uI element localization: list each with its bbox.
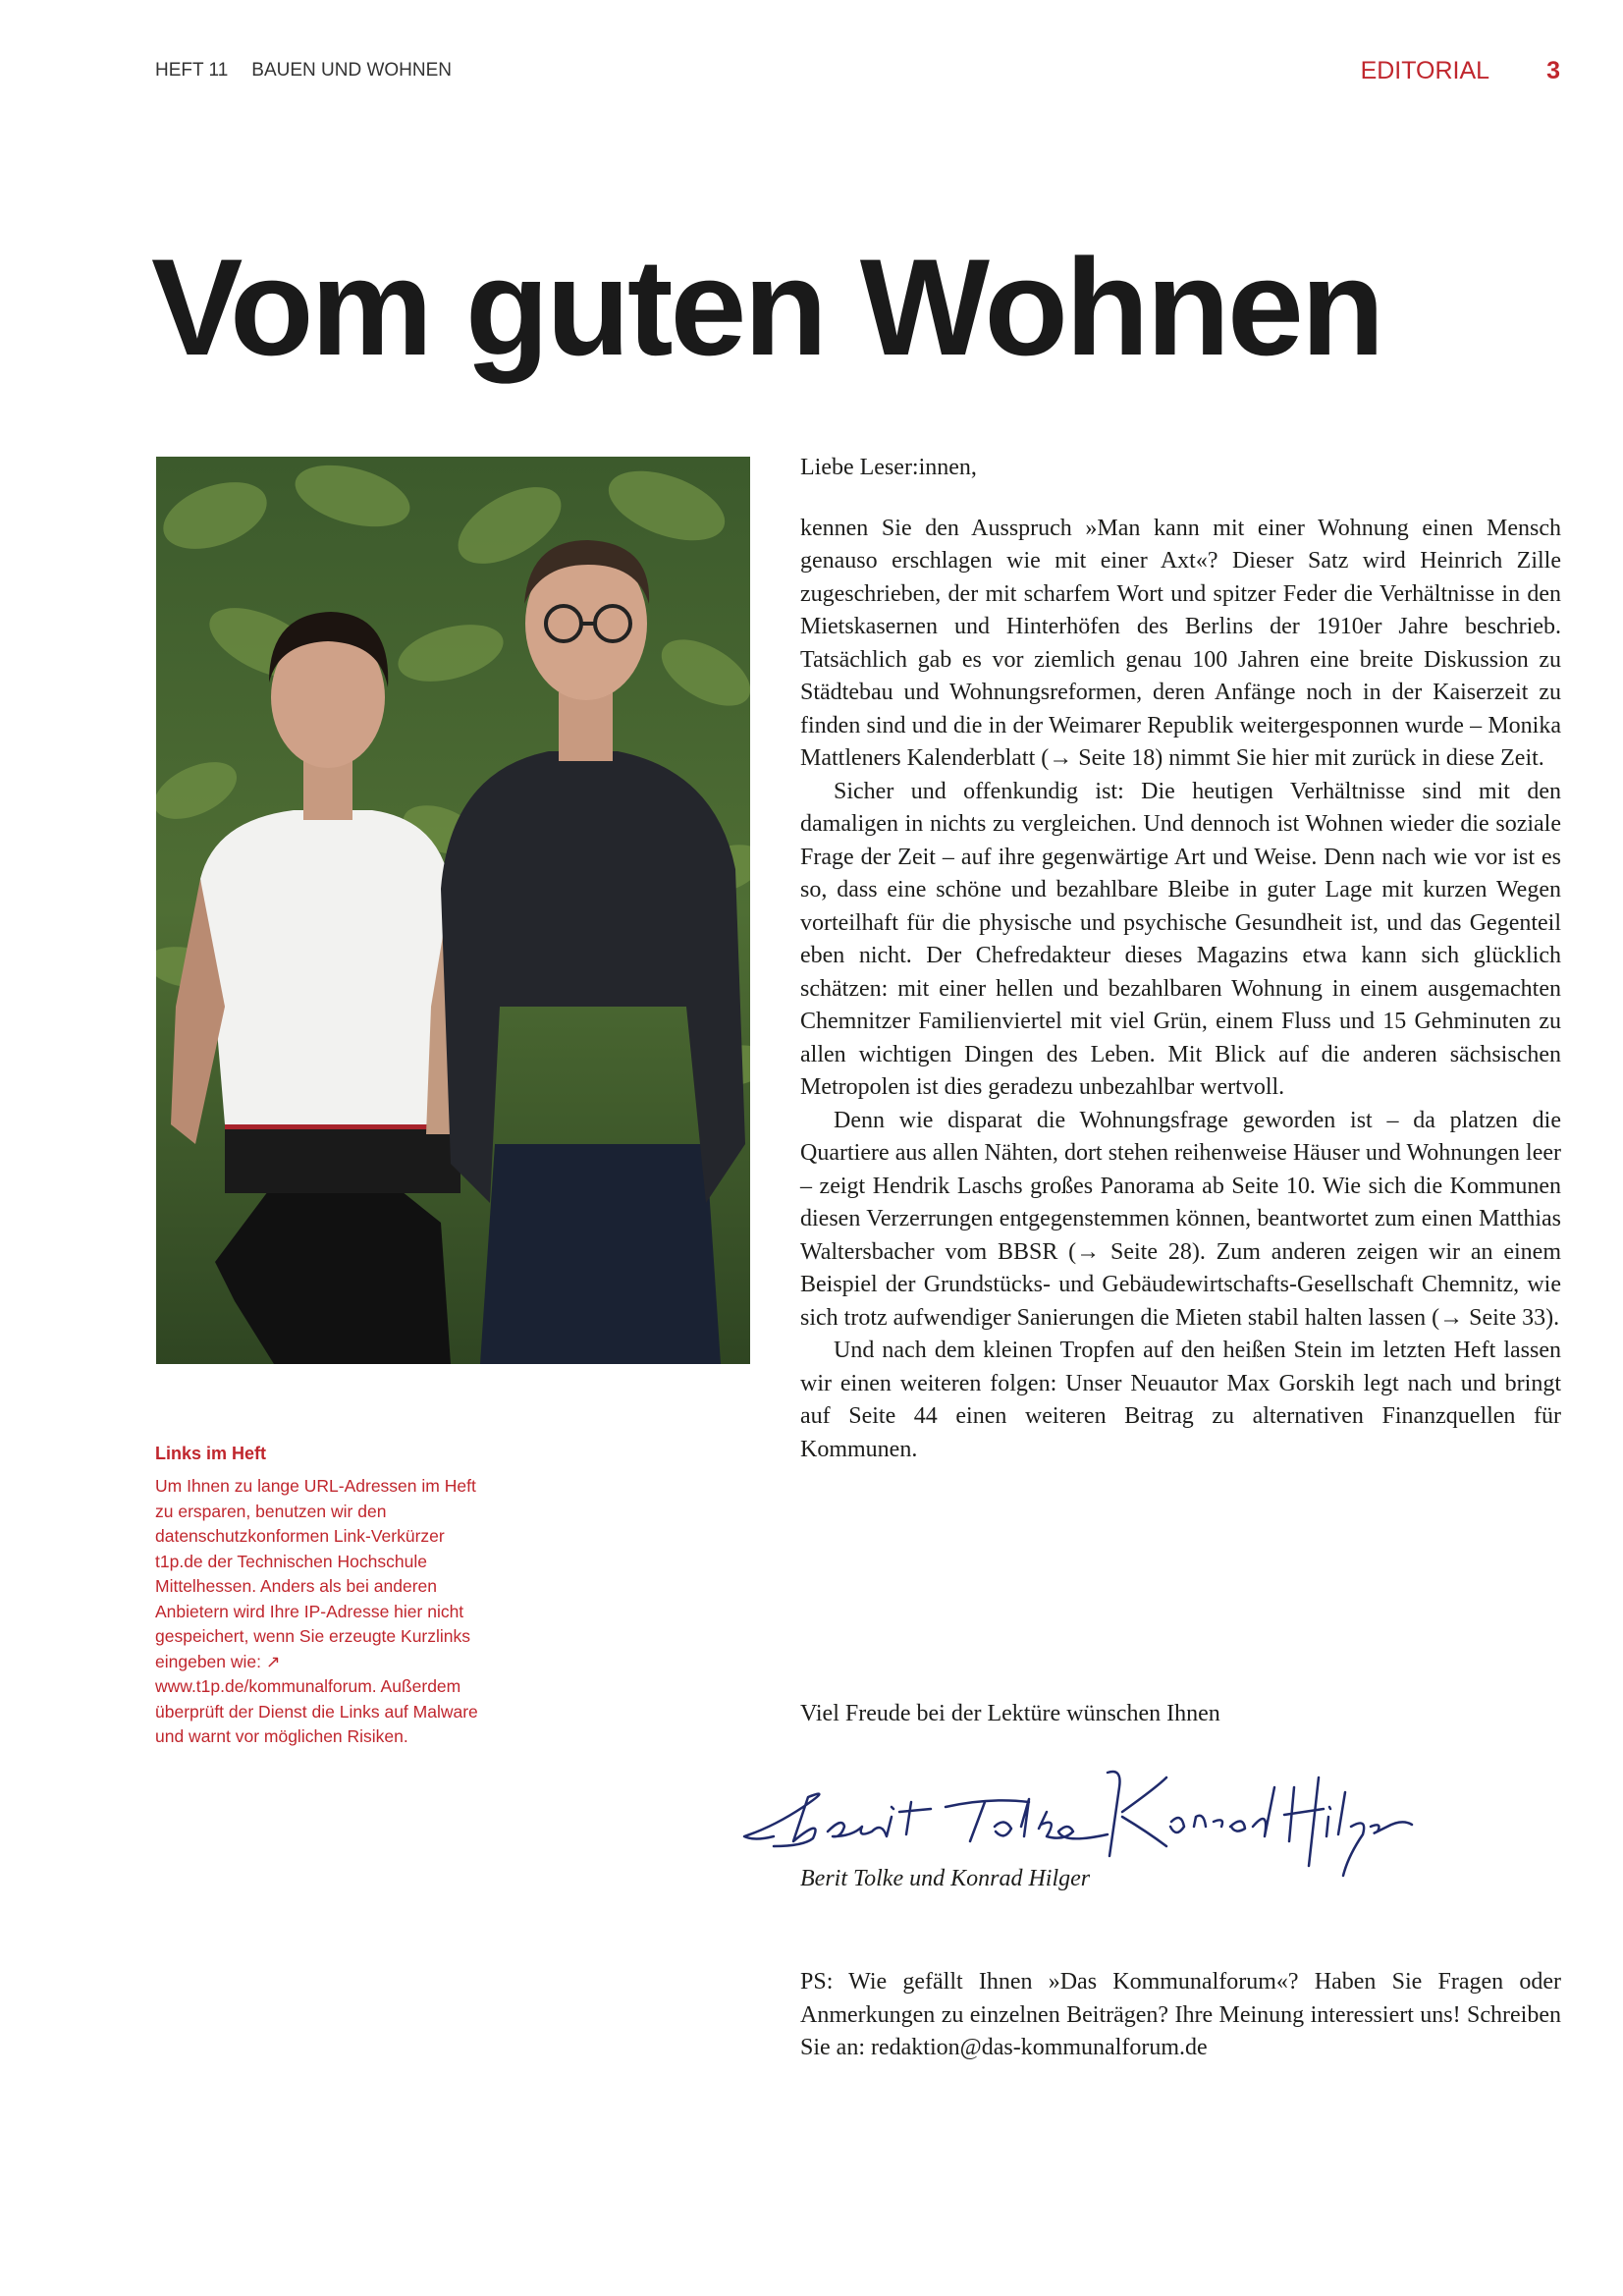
editorial-letter	[800, 452, 1561, 1466]
links-info-title: Links im Heft	[155, 1444, 267, 1463]
closing-line: Viel Freude bei der Lektüre wünschen Ihnen	[800, 1701, 1220, 1726]
topic-label: BAUEN UND WOHNEN	[251, 60, 452, 81]
paragraph-1: kennen Sie den Ausspruch »Man kann mit einer Wohnung einen Mensch genauso erschlagen wie mit einer Axt«? Dieser Satz wird Heinrich Zille zugeschrieben, der mit scharfem Wort und spitzer Feder die Verhältnisse in den Mietskasernen und Hinterhöfen des Berlins der 1910er Jahre beschrieb. Tatsächlich gab es vor ziemlich genau 100 Jahren eine breite Diskussion zu Städtebau und Wohnungsreformen, deren Anfänge noch in der Kaiserzeit zu finden sind und die in der Weimarer Republik weitergesponnen wurde – Monika Mattleners Kalenderblatt (→ Seite 18) nimmt Sie hier mit zurück in diese Zeit.	[800, 515, 1561, 771]
paragraph-2: Sicher und offenkundig ist: Die heutigen Verhältnisse sind mit den damaligen in nichts zu vergleichen. Und dennoch ist Wohnen wieder die soziale Frage der Zeit – auf ihre gegenwärtige Art und Weise. Denn nach wie vor ist es so, dass eine schöne und bezahlbare Bleibe in guter Lage mit kurzen Wegen vorteilhaft für die physische und psychische Gesundheit ist, und das Gegenteil eben nicht. Der Chefredakteur dieses Magazins etwa kann sich glücklich schätzen: mit einer hellen und bezahlbaren Wohnung in einem ausgemachten Chemnitzer Familienviertel mit viel Grün, einem Fluss und 15 Gehminuten zu allen wichtigen Dingen des Leben. Mit Blick auf die anderen sächsischen Metropolen ist dies geradezu unbezahlbar wertvoll.	[800, 778, 1561, 1100]
paragraph-3: Denn wie disparat die Wohnungsfrage geworden ist – da platzen die Quartiere aus allen Nähten, dort stehen reihenweise Häuser und Wohnungen leer – zeigt Hendrik Laschs großes Panorama ab Seite 10. Wie sich die Kommunen diesen Verzerrungen entgegenstemmen können, beantwortet zum einen Matthias Waltersbacher vom BBSR (→ Seite 28). Zum anderen zeigen wir an einem Beispiel der Grundstücks- und Gebäudewirtschafts-Gesellschaft Chemnitz, wie sich trotz aufwendiger Sanierungen die Mieten stabil halten lassen (→ Seite 33).	[800, 1107, 1561, 1331]
section-label: EDITORIAL	[1360, 57, 1490, 84]
editors-photo	[156, 457, 750, 1364]
issue-label: HEFT 11	[155, 60, 229, 81]
page-header	[155, 57, 1560, 86]
links-info-box	[155, 1444, 494, 1750]
postscript: PS: Wie gefällt Ihnen »Das Kommunalforum«? Haben Sie Fragen oder Anmerkungen zu einzelnen Beiträgen? Ihre Meinung interessiert uns! Schreiben Sie an: redaktion@das-kommunalforum.de	[800, 1969, 1561, 2060]
editors-photo-illustration	[156, 457, 750, 1364]
running-head	[155, 60, 452, 82]
page-number: 3	[1546, 57, 1560, 84]
paragraph-4: Und nach dem kleinen Tropfen auf den heißen Stein im letzten Heft lassen wir einen weiteren folgen: Unser Neuautor Max Gorskih legt nach und bringt auf Seite 44 einen weiteren Beitrag zu alternativen Finanzquellen für Kommunen.	[800, 1338, 1561, 1462]
page-title: Vom guten Wohnen	[151, 230, 1382, 384]
links-info-text: Um Ihnen zu lange URL-Adressen im Heft zu ersparen, benutzen wir den datenschutzkonformen Link-Verkürzer t1p.de der Technischen Hochschule Mittelhessen. Anders als bei anderen Anbietern wird Ihre IP-Adresse hier nicht gespeichert, wenn Sie erzeugte Kurzlinks eingeben wie: ↗ www.t1p.de/kommunalforum. Außerdem überprüft der Dienst die Links auf Malware und warnt vor möglichen Risiken.	[155, 1476, 478, 1746]
handwritten-signature	[734, 1748, 1422, 1886]
section-head	[1361, 57, 1560, 85]
signers-names: Berit Tolke und Konrad Hilger	[800, 1866, 1091, 1891]
greeting: Liebe Leser:innen,	[800, 455, 977, 480]
